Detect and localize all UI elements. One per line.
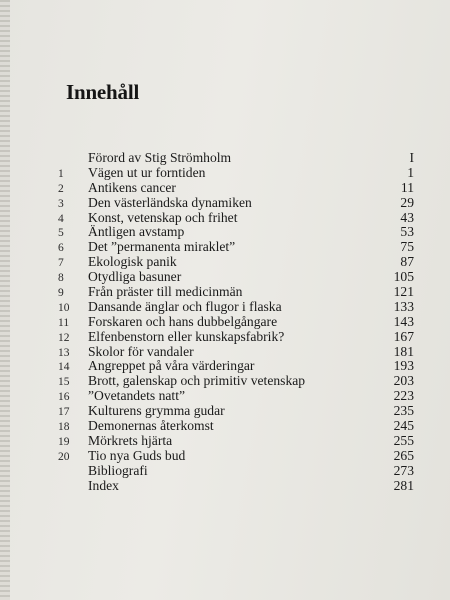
- toc-row: [58, 315, 414, 330]
- toc-chapter-title: Den västerländska dynamiken: [88, 195, 252, 210]
- toc-page-number: 181: [393, 343, 414, 359]
- toc-chapter-title: Antikens cancer: [88, 180, 176, 195]
- toc-page-number: 235: [393, 403, 414, 419]
- toc-page-number: I: [409, 150, 414, 165]
- toc-chapter-number: 3: [58, 197, 64, 210]
- toc-page-number: 223: [393, 388, 414, 404]
- toc-chapter-number: 17: [58, 406, 70, 419]
- toc-chapter-number: 1: [58, 167, 64, 180]
- toc-row: [58, 270, 414, 285]
- toc-page-number: 121: [393, 284, 414, 300]
- toc-chapter-title: Från präster till medicinmän: [88, 285, 243, 300]
- toc-row: [58, 181, 414, 196]
- toc-page-number: 133: [393, 298, 414, 314]
- toc-chapter-title: ”Ovetandets natt”: [88, 389, 186, 404]
- toc-chapter-number: 15: [58, 376, 70, 389]
- toc-row: [58, 464, 414, 479]
- page-binding-edge: [0, 0, 10, 600]
- toc-chapter-title: Konst, vetenskap och frihet: [88, 210, 238, 225]
- toc-row: [58, 345, 414, 360]
- toc-page-number: 255: [393, 432, 414, 448]
- toc-chapter-number: 4: [58, 212, 64, 225]
- toc-page-number: 1: [407, 164, 414, 180]
- toc-chapter-number: 5: [58, 227, 64, 240]
- toc-row: [58, 389, 414, 404]
- toc-page-number: 167: [393, 328, 414, 344]
- toc-page-number: 265: [393, 447, 414, 463]
- toc-chapter-title: Tio nya Guds bud: [88, 448, 186, 463]
- toc-chapter-number: 18: [58, 421, 70, 434]
- toc-page-number: 245: [393, 418, 414, 434]
- toc-row: [58, 359, 414, 374]
- toc-chapter-number: 10: [58, 301, 70, 314]
- toc-chapter-title: Skolor för vandaler: [88, 344, 194, 359]
- toc-row: [58, 166, 414, 181]
- toc-chapter-number: 11: [58, 316, 70, 329]
- toc-page-number: 43: [400, 209, 414, 225]
- toc-row: [58, 300, 414, 315]
- toc-row: [58, 479, 414, 494]
- toc-chapter-title: Förord av Stig Strömholm: [88, 151, 232, 165]
- toc-page-number: 193: [393, 358, 414, 374]
- toc-row: [58, 434, 414, 449]
- toc-page-number: 105: [393, 269, 414, 285]
- toc-row: [58, 196, 414, 211]
- toc-page-number: 29: [400, 194, 414, 210]
- toc-chapter-title: Bibliografi: [88, 463, 148, 478]
- toc-chapter-title: Ekologisk panik: [88, 255, 177, 270]
- toc-chapter-number: 7: [58, 257, 64, 270]
- toc-chapter-number: 19: [58, 435, 70, 448]
- toc-chapter-number: 8: [58, 272, 64, 285]
- toc-row: [58, 285, 414, 300]
- toc-row: [58, 449, 414, 464]
- toc-chapter-number: 20: [58, 450, 70, 463]
- toc-row: [58, 255, 414, 270]
- toc-chapter-number: 12: [58, 331, 70, 344]
- toc-page-number: 273: [393, 462, 414, 478]
- toc-page-number: 203: [393, 373, 414, 389]
- toc-chapter-title: Elfenbenstorn eller kunskapsfabrik?: [88, 329, 285, 344]
- toc-page-number: 87: [400, 254, 414, 270]
- toc-chapter-number: 16: [58, 391, 70, 404]
- toc-row: [58, 374, 414, 389]
- toc-chapter-title: Dansande änglar och flugor i flaska: [88, 299, 282, 314]
- toc-chapter-title: Index: [88, 478, 119, 493]
- toc-chapter-title: Vägen ut ur forntiden: [88, 165, 206, 180]
- toc-row: [58, 211, 414, 226]
- toc-chapter-number: 2: [58, 182, 64, 195]
- table-of-contents: [58, 151, 414, 493]
- toc-chapter-title: Det ”permanenta miraklet”: [88, 240, 236, 255]
- toc-chapter-title: Kulturens grymma gudar: [88, 404, 225, 419]
- toc-chapter-title: Mörkrets hjärta: [88, 433, 173, 448]
- toc-chapter-title: Demonernas återkomst: [88, 419, 214, 434]
- page-title: Innehåll: [66, 80, 140, 104]
- toc-chapter-title: Otydliga basuner: [88, 270, 182, 285]
- toc-row: [58, 404, 414, 419]
- toc-page-number: 143: [393, 313, 414, 329]
- toc-page-number: 281: [393, 477, 414, 493]
- toc-chapter-title: Forskaren och hans dubbelgångare: [88, 314, 278, 329]
- toc-row: [58, 240, 414, 255]
- toc-chapter-title: Angreppet på våra värderingar: [88, 359, 255, 374]
- toc-chapter-title: Brott, galenskap och primitiv vetenskap: [88, 374, 306, 389]
- toc-chapter-number: 9: [58, 287, 64, 300]
- toc-page-number: 11: [400, 179, 414, 195]
- toc-row: [58, 330, 414, 345]
- toc-row: [58, 151, 414, 166]
- toc-page-number: 75: [400, 239, 414, 255]
- toc-chapter-title: Äntligen avstamp: [88, 225, 185, 240]
- toc-page-number: 53: [400, 224, 414, 240]
- toc-chapter-number: 6: [58, 242, 64, 255]
- toc-row: [58, 225, 414, 240]
- toc-chapter-number: 14: [58, 361, 70, 374]
- toc-chapter-number: 13: [58, 346, 70, 359]
- toc-row: [58, 419, 414, 434]
